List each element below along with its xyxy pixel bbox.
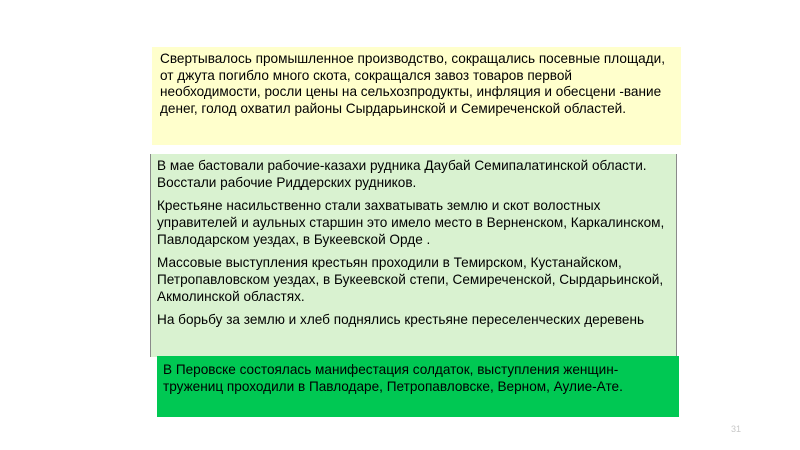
paragraph-workers-strike: В мае бастовали рабочие-казахи рудника Даубай Семипалатинской области. Восстали рабочие Риддерских рудников. (157, 158, 647, 190)
paragraph-settlers-struggle: На борьбу за землю и хлеб поднялись крестьяне переселенческих деревень (157, 312, 645, 327)
women-protests-text: В Перовске состоялась манифестация солдаток, выступления женщин-тружениц проходили в Павлодаре, Петропавловске, Верном, Аулие-Ате. (163, 362, 623, 394)
slide-number: 31 (731, 424, 742, 434)
paragraph-land-seizure: Крестьяне насильственно стали захватывать землю и скот волостных управителей и аульных старшин это имело место в Верненском, Каркалинском, Павлодарском уездах, в Букеевской Орде . (157, 198, 665, 247)
economic-crisis-text: Свертывалось промышленное производство, сокращались посевные площади, от джута погибло много скота, сокращался завоз товаров первой необходимости, росли цены на сельхозпродукты, инфляция и обесцени -вание денег, голод охватил районы Сырдарьинской и Семиреченской областей. (160, 51, 665, 116)
text-box-uprisings (150, 154, 677, 357)
paragraph-mass-protests: Массовые выступления крестьян проходили в Темирском, Кустанайском, Петропавловском уездах, в Букеевской степи, Семиреченской, Сырдарьинской, Акмолинской областях. (157, 255, 664, 304)
text-box-women-protests (157, 356, 679, 417)
text-box-economic-crisis (152, 47, 681, 145)
